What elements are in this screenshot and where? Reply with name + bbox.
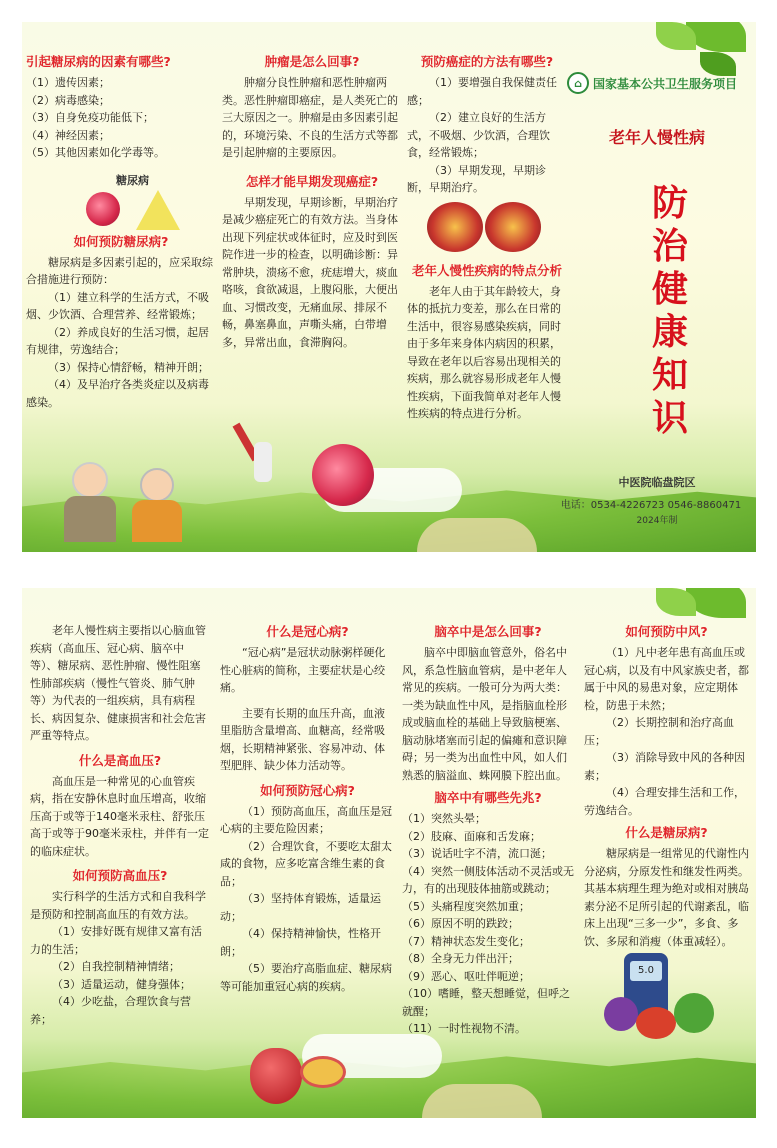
heading-prevent-stroke: 如何预防中风? xyxy=(625,624,708,639)
heading-cancer-prevention: 预防癌症的方法有哪些? xyxy=(420,54,554,69)
list-item: （3）消除导致中风的各种因素； xyxy=(584,751,745,782)
list-item: （5）其他因素如化学毒等。 xyxy=(26,146,165,159)
program-logo xyxy=(567,72,737,94)
list-item: （2）自我控制精神情绪； xyxy=(52,960,180,973)
tumor-text: 肿瘤分良性肿瘤和恶性肿瘤两类。恶性肿瘤即癌症，是人类死亡的三大原因之一。肿瘤是由多因素引起的，环境污染、不良的生活方式等都是引起肿瘤的主要原因。 xyxy=(222,76,398,159)
panel-cancer-prevention xyxy=(407,22,567,552)
list-item: （1）凡中老年患有高血压或冠心病，以及有中风家族史者，都属于中风的易患对象，应定期体检，防患于未然； xyxy=(584,646,749,712)
paragraph: 实行科学的生活方式和自我科学是预防和控制高血压的有效方法。 xyxy=(30,890,206,921)
panel-stroke-prevention xyxy=(584,588,749,1118)
list-item: （6）原因不明的跌跤； xyxy=(402,917,519,930)
stroke-signs-list xyxy=(402,810,574,1038)
brochure-front xyxy=(22,22,756,552)
panel-coronary xyxy=(220,588,395,1118)
diabetes-illustration-label: 糖尿病 xyxy=(116,174,149,187)
list-item: （5）要治疗高脂血症、糖尿病等可能加重冠心病的疾病。 xyxy=(220,962,392,993)
paragraph: 主要有长期的血压升高，血液里脂肪含量增高、血糖高，经常吸烟，长期精神紧张、容易冲动、体型肥胖、缺少体力活动等。 xyxy=(220,706,385,772)
diabetes-definition-text: 糖尿病是一组常见的代谢性内分泌病，分原发性和继发性两类。其基本病理生理为绝对或相对胰岛素分泌不足所引起的代谢紊乱，临床上出现“三多一少”，多食、多饮、多尿和消瘦（体重减轻）。 xyxy=(584,847,749,948)
panel-tumor xyxy=(222,22,402,552)
vegetable-icon xyxy=(674,993,714,1033)
hypertension-text: 高血压是一种常见的心血管疾病，指在安静休息时血压增高，收缩压高于或等于140毫米汞柱、舒张压高于或等于90毫米汞柱，并伴有一定的临床症状。 xyxy=(30,774,209,858)
list-item: （4）及早治疗各类炎症以及病毒感染。 xyxy=(26,378,209,409)
logo-text: 国家基本公共卫生服务项目 xyxy=(593,76,738,91)
early-cancer-text: 早期发现，早期诊断，早期治疗是减少癌症死亡的有效方法。当身体出现下列症状或体征时，应及时到医院作进一步的检查，以明确诊断：异常肿块，溃疡不愈，疣痣增大，痰血咯咳，食欲减退，上腹闷胀，大便出血、习惯改变，无痛血尿、排尿不畅，鼻塞鼻血，声嘶头痛，白带增多，异常出血，食滞胸闷。 xyxy=(222,195,398,349)
heading-prevent-diabetes: 如何预防糖尿病? xyxy=(73,233,169,249)
heading-early-cancer: 怎样才能早期发现癌症? xyxy=(245,173,379,189)
cover-title xyxy=(640,182,700,440)
list-item: （3）保持心情舒畅，精神开朗； xyxy=(48,360,209,374)
title-char: 健 xyxy=(651,268,688,310)
heading-stroke: 脑卒中是怎么回事? xyxy=(434,624,542,639)
eggplant-icon xyxy=(604,997,638,1031)
title-char: 康 xyxy=(651,311,688,353)
list-item: （1）预防高血压，高血压是冠心病的主要危险因素； xyxy=(220,804,392,835)
heading-coronary: 什么是冠心病? xyxy=(266,624,349,639)
list-item: （4）保持精神愉快，性格开朗； xyxy=(220,927,381,958)
list-item: （11）一时性视物不清。 xyxy=(402,1022,526,1035)
title-char: 治 xyxy=(651,225,688,267)
publish-year: 2024年制 xyxy=(636,516,678,526)
prevent-coronary-list xyxy=(220,803,395,996)
cell-division-illustration xyxy=(427,202,547,257)
home-icon: ⌂ xyxy=(567,72,589,94)
panel-diabetes-factors xyxy=(26,22,216,552)
title-char: 知 xyxy=(651,354,688,396)
leaf-decoration xyxy=(636,22,756,112)
heading-hypertension: 什么是高血压? xyxy=(78,752,162,768)
list-item: （3）说话吐字不清，流口涎； xyxy=(402,847,552,860)
paragraph: 糖尿病是多因素引起的，应采取综合措施进行预防： xyxy=(26,255,213,286)
phone-numbers: 电话：0534-4226723 0546-8860471 xyxy=(560,500,742,511)
heading-what-is-diabetes: 什么是糖尿病? xyxy=(625,825,708,840)
coronary-text xyxy=(220,644,395,775)
list-item: （1）要增强自我保健责任感； xyxy=(407,76,557,107)
list-item: （4）突然一侧肢体活动不灵活或无力，有的出现肢体抽筋或跳动； xyxy=(402,864,574,895)
heading-prevent-coronary: 如何预防冠心病? xyxy=(260,782,355,798)
list-item: （10）嗜睡，整天想睡觉，但呼之就醒； xyxy=(402,987,570,1018)
list-item: （1）突然头晕； xyxy=(402,812,486,825)
chronic-disease-intro: 老年人慢性病主要指以心脑血管疾病（高血压、冠心病、脑卒中等）、糖尿病、恶性肿瘤、慢性阻塞性肺部疾病（慢性气管炎、肺气肿等）为代表的一组疾病，具有病程长、病因复杂、健康损害和社会危害严重等特点。 xyxy=(30,624,206,742)
prevent-hypertension-list xyxy=(30,888,210,1028)
cancer-prevention-list xyxy=(407,74,567,197)
prevent-diabetes-text xyxy=(26,254,216,412)
list-item: （2）养成良好的生活习惯，起居有规律，劳逸结合； xyxy=(26,325,209,356)
list-item: （2）肢麻、面麻和舌发麻； xyxy=(402,829,541,843)
list-item: （4）合理安排生活和工作，劳逸结合。 xyxy=(584,786,745,817)
list-item: （4）少吃盐，合理饮食与营养； xyxy=(30,995,191,1026)
list-item: （2）病毒感染； xyxy=(26,93,110,107)
list-item: （1）建立科学的生活方式，不吸烟、少饮酒、合理营养、经常锻炼； xyxy=(26,290,209,321)
list-item: （1）安排好既有规律又富有活力的生活； xyxy=(30,925,202,956)
brochure-back xyxy=(22,588,756,1118)
list-item: （4）神经因素； xyxy=(26,128,110,142)
heading-prevent-hypertension: 如何预防高血压? xyxy=(72,868,168,883)
heading-diabetes-factors: 引起糖尿病的因素有哪些? xyxy=(26,54,171,69)
list-item: （3）适量运动，健身强体； xyxy=(52,977,191,991)
panel-stroke xyxy=(402,588,574,1118)
elderly-couple-illustration xyxy=(52,462,202,542)
glucose-meter-illustration xyxy=(604,953,734,1043)
tomato-icon xyxy=(636,1007,676,1039)
list-item: （5）头痛程度突然加重； xyxy=(402,899,530,913)
cancer-cell-illustration xyxy=(242,422,392,512)
meter-reading: 5.0 xyxy=(630,961,662,981)
list-item: （3）自身免疫功能低下； xyxy=(26,111,154,124)
diabetes-illustration xyxy=(86,172,176,242)
list-item: （3）坚持体育锻炼，适量运动； xyxy=(220,892,381,923)
list-item: （1）遗传因素； xyxy=(26,76,110,89)
list-item: （7）精神状态发生变化； xyxy=(402,934,530,948)
list-item: （2）长期控制和治疗高血压； xyxy=(584,716,734,747)
heading-stroke-signs: 脑卒中有哪些先兆? xyxy=(434,790,542,805)
panel-hypertension xyxy=(30,588,210,1118)
elderly-characteristics-text: 老年人由于其年龄较大，身体的抵抗力变差，那么在日常的生活中，很容易感染疾病，同时由于多年来身体内病因的积累，导致在老年以后容易出现相关的疾病，那么就容易形成老年人慢性疾病，下面我简单对老年人慢性疾病的特点进行分析。 xyxy=(407,284,561,420)
paragraph: “冠心病”是冠状动脉粥样硬化性心脏病的简称，主要症状是心绞痛。 xyxy=(220,646,386,694)
prevent-stroke-list xyxy=(584,644,749,819)
heading-tumor: 肿瘤是怎么回事? xyxy=(264,54,360,69)
heart-illustration xyxy=(250,1048,350,1108)
list-item: （2）合理饮食，不要吃太甜太咸的食物，应多吃富含维生素的食品； xyxy=(220,839,392,888)
title-char: 识 xyxy=(651,397,688,439)
factor-list xyxy=(26,74,216,162)
list-item: （3）早期发现，早期诊断，早期治疗。 xyxy=(407,163,546,194)
title-char: 防 xyxy=(651,182,688,224)
list-item: （9）恶心、呕吐伴呃逆； xyxy=(402,969,530,983)
organization-name: 中医院临盘院区 xyxy=(618,476,696,489)
list-item: （2）建立良好的生活方式，不吸烟、少饮酒，合理饮食，经常锻炼； xyxy=(407,111,550,159)
heading-elderly-characteristics: 老年人慢性疾病的特点分析 xyxy=(411,262,562,278)
list-item: （8）全身无力伴出汗； xyxy=(402,952,519,965)
cover-subtitle: 老年人慢性病 xyxy=(608,128,705,147)
stroke-text: 脑卒中即脑血管意外，俗名中风，系急性脑血管病，是中老年人常见的疾病。一般可分为两大类：一类为缺血性中风，是指脑血栓形成或脑血栓的基础上导致脑梗塞、脑动脉堵塞而引起的偏瘫和意识障碍；另一类为出血性中风，如人们熟悉的脑溢血、蛛网膜下腔出血。 xyxy=(402,646,567,782)
